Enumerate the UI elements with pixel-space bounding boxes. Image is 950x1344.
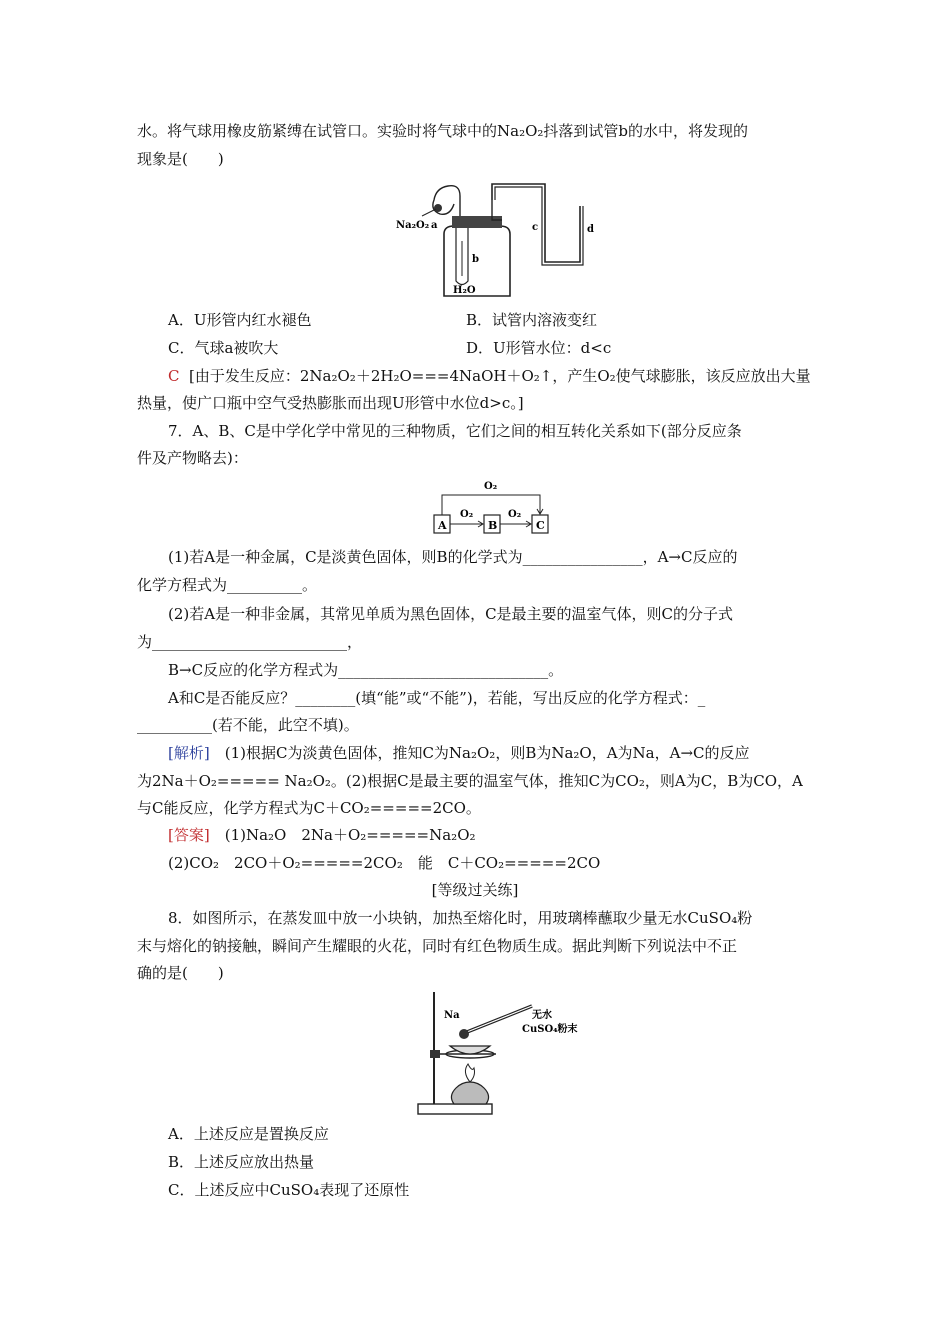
answer-tag: [答案] bbox=[168, 826, 210, 844]
label-b: b bbox=[472, 254, 479, 265]
q6-option-a: A．U形管内红水褪色 bbox=[168, 311, 312, 329]
alcohol-lamp bbox=[451, 1082, 488, 1104]
q7-answer-line1 bbox=[168, 824, 476, 846]
label-d: d bbox=[587, 224, 594, 235]
q6-text-line1: 水。将气球用橡皮筋紧缚在试管口。实验时将气球中的Na₂O₂抖落到试管b的水中，将发现的 bbox=[137, 122, 748, 140]
flame bbox=[465, 1064, 474, 1082]
section-title: [等级过关练] bbox=[431, 881, 519, 899]
q7-analysis-line3: 与C能反应，化学方程式为C＋CO₂=====2CO。 bbox=[137, 799, 481, 817]
label-cuso4-powder: CuSO₄粉末 bbox=[522, 1024, 578, 1035]
label-a: a bbox=[431, 220, 438, 231]
analysis-text1: (1)根据C为淡黄色固体，推知C为Na₂O₂，则B为Na₂O，A为Na，A→C的反应 bbox=[209, 744, 750, 762]
label-h2o: H₂O bbox=[453, 285, 476, 296]
q6-answer-text1: [由于发生反应：2Na₂O₂＋2H₂O===4NaOH＋O₂↑，产生O₂使气球膨胀，该反应放出大量 bbox=[189, 367, 811, 385]
o2-label-bc: O₂ bbox=[508, 509, 522, 520]
q7-analysis-line2: 为2Na＋O₂===== Na₂O₂。(2)根据C是最主要的温室气体，推知C为CO₂，则A为C，B为CO，A bbox=[137, 772, 803, 790]
q7-part2-line5: __________(若不能，此空不填)。 bbox=[137, 716, 359, 734]
box-a-label: A bbox=[438, 519, 447, 532]
q6-answer-line1 bbox=[168, 365, 811, 387]
sodium-piece bbox=[459, 1029, 469, 1039]
o2-label-top: O₂ bbox=[484, 481, 498, 492]
q7-part2-line3: B→C反应的化学方程式为____________________________。 bbox=[168, 661, 564, 679]
q6-answer-line2: 热量，使广口瓶中空气受热膨胀而出现U形管中水位d>c。] bbox=[137, 394, 524, 412]
q7-answer-line2: (2)CO₂ 2CO＋O₂=====2CO₂ 能 C＋CO₂=====2CO bbox=[168, 854, 601, 872]
answer-text1: (1)Na₂O 2Na＋O₂=====Na₂O₂ bbox=[209, 826, 476, 844]
q8-apparatus-figure bbox=[412, 988, 598, 1118]
q7-part1-line2: 化学方程式为__________。 bbox=[137, 576, 318, 594]
q6-option-row1 bbox=[168, 309, 598, 331]
analysis-tag: [解析] bbox=[168, 744, 210, 762]
label-na: Na bbox=[444, 1010, 460, 1021]
q6-option-b: B．试管内溶液变红 bbox=[466, 311, 598, 329]
q8-text-line3: 确的是( ) bbox=[137, 964, 224, 982]
q8-option-b: B．上述反应放出热量 bbox=[168, 1153, 315, 1171]
q8-text-line2: 末与熔化的钠接触，瞬间产生耀眼的火花，同时有红色物质生成。据此判断下列说法中不正 bbox=[137, 937, 738, 955]
q8-text-line1: 8．如图所示，在蒸发皿中放一小块钠，加热至熔化时，用玻璃棒蘸取少量无水CuSO₄粉 bbox=[168, 909, 753, 927]
q6-text-line2: 现象是( ) bbox=[137, 150, 224, 168]
box-b-label: B bbox=[488, 519, 498, 532]
evaporating-dish bbox=[450, 1046, 490, 1054]
box-c-label: C bbox=[536, 519, 545, 532]
q7-part2-line1: (2)若A是一种非金属，其常见单质为黑色固体，C是最主要的温室气体，则C的分子式 bbox=[168, 605, 734, 623]
q6-option-d: D．U形管水位：d<c bbox=[466, 339, 612, 357]
q8-option-a: A．上述反应是置换反应 bbox=[168, 1125, 329, 1143]
q6-option-row2 bbox=[168, 337, 612, 359]
label-c: c bbox=[532, 222, 539, 233]
q7-part2-line4: A和C是否能反应？________(填“能”或“不能”)，若能，写出反应的化学方程式：_ bbox=[168, 689, 706, 707]
stopper bbox=[452, 216, 502, 228]
q7-analysis-line1 bbox=[168, 742, 750, 764]
label-na2o2: Na₂O₂ bbox=[396, 220, 430, 231]
q7-text-line1: 7．A、B、C是中学化学中常见的三种物质，它们之间的相互转化关系如下(部分反应条 bbox=[168, 422, 742, 440]
q6-answer-letter: C bbox=[168, 367, 180, 385]
q6-apparatus-figure bbox=[392, 176, 602, 302]
label-anhydrous: 无水 bbox=[532, 1010, 552, 1021]
q6-option-c: C．气球a被吹大 bbox=[168, 339, 279, 357]
q7-text-line2: 件及产物略去)： bbox=[137, 449, 248, 467]
q7-conversion-figure bbox=[430, 477, 554, 537]
q8-option-c: C．上述反应中CuSO₄表现了还原性 bbox=[168, 1181, 410, 1199]
q7-part2-line2: 为__________________________， bbox=[137, 633, 363, 651]
stand-base bbox=[418, 1104, 492, 1114]
o2-label-ab: O₂ bbox=[460, 509, 474, 520]
q7-part1-line1: (1)若A是一种金属，C是淡黄色固体，则B的化学式为________________，A→C反应的 bbox=[168, 548, 738, 566]
